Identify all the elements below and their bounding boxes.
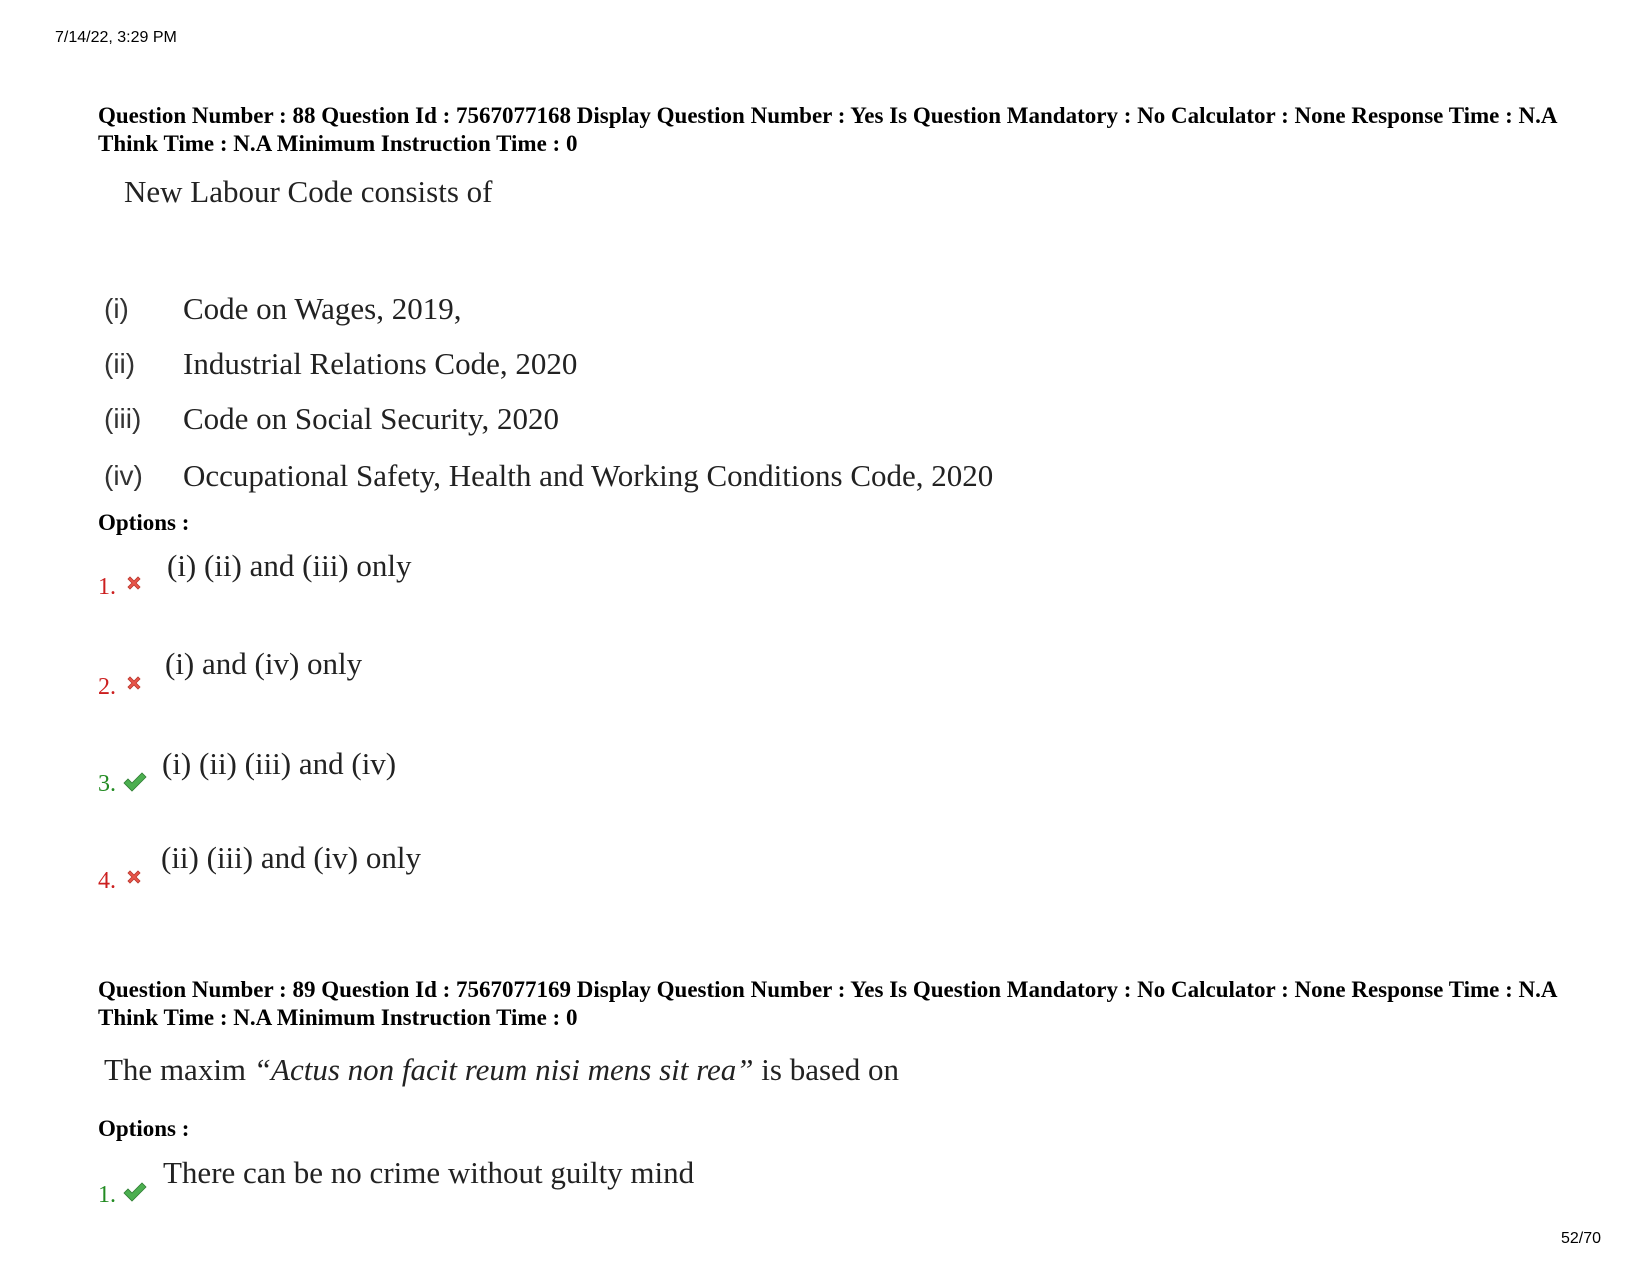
option-number: 2. — [98, 674, 116, 700]
item-label: (iii) — [104, 403, 142, 434]
option-number: 3. — [98, 771, 116, 797]
item-text: Code on Social Security, 2020 — [183, 401, 559, 436]
item-label: (ii) — [104, 348, 136, 379]
options-label: Options : — [98, 1116, 190, 1141]
option-number: 1. — [98, 574, 116, 600]
question-88-meta: Question Number : 88 Question Id : 7567077168 Display Question Number : Yes Is Question Mandatory : No Calculator : None Response Time : N.A Think Time : N.A Minimum Instruction Time : 0 — [98, 103, 1557, 156]
question-89-text-before: The maxim — [104, 1052, 254, 1087]
option-text: (i) (ii) and (iii) only — [167, 548, 412, 583]
option-text: (i) (ii) (iii) and (iv) — [162, 746, 397, 781]
option-number: 4. — [98, 868, 116, 894]
check-icon — [122, 771, 148, 793]
cross-icon — [125, 574, 143, 592]
cross-icon — [125, 868, 143, 886]
cross-icon — [125, 674, 143, 692]
option-number: 1. — [98, 1182, 116, 1208]
item-label: (iv) — [104, 460, 143, 491]
question-88-text: New Labour Code consists of — [124, 174, 493, 209]
options-label: Options : — [98, 510, 190, 535]
question-89-text — [104, 1052, 899, 1088]
item-text: Occupational Safety, Health and Working Conditions Code, 2020 — [183, 458, 994, 493]
question-89-maxim: “Actus non facit reum nisi mens sit rea” — [253, 1052, 754, 1087]
check-icon — [122, 1181, 148, 1203]
item-text: Industrial Relations Code, 2020 — [183, 346, 578, 381]
page-number: 52/70 — [1560, 1230, 1601, 1247]
item-label: (i) — [104, 293, 129, 324]
question-89-text-after: is based on — [753, 1052, 900, 1087]
question-89-meta: Question Number : 89 Question Id : 7567077169 Display Question Number : Yes Is Question Mandatory : No Calculator : None Response Time : N.A Think Time : N.A Minimum Instruction Time : 0 — [98, 977, 1557, 1030]
print-timestamp: 7/14/22, 3:29 PM — [55, 29, 177, 46]
option-text: (i) and (iv) only — [165, 646, 363, 681]
item-text: Code on Wages, 2019, — [183, 291, 462, 326]
option-text: (ii) (iii) and (iv) only — [161, 840, 421, 875]
option-text: There can be no crime without guilty mind — [163, 1155, 695, 1190]
